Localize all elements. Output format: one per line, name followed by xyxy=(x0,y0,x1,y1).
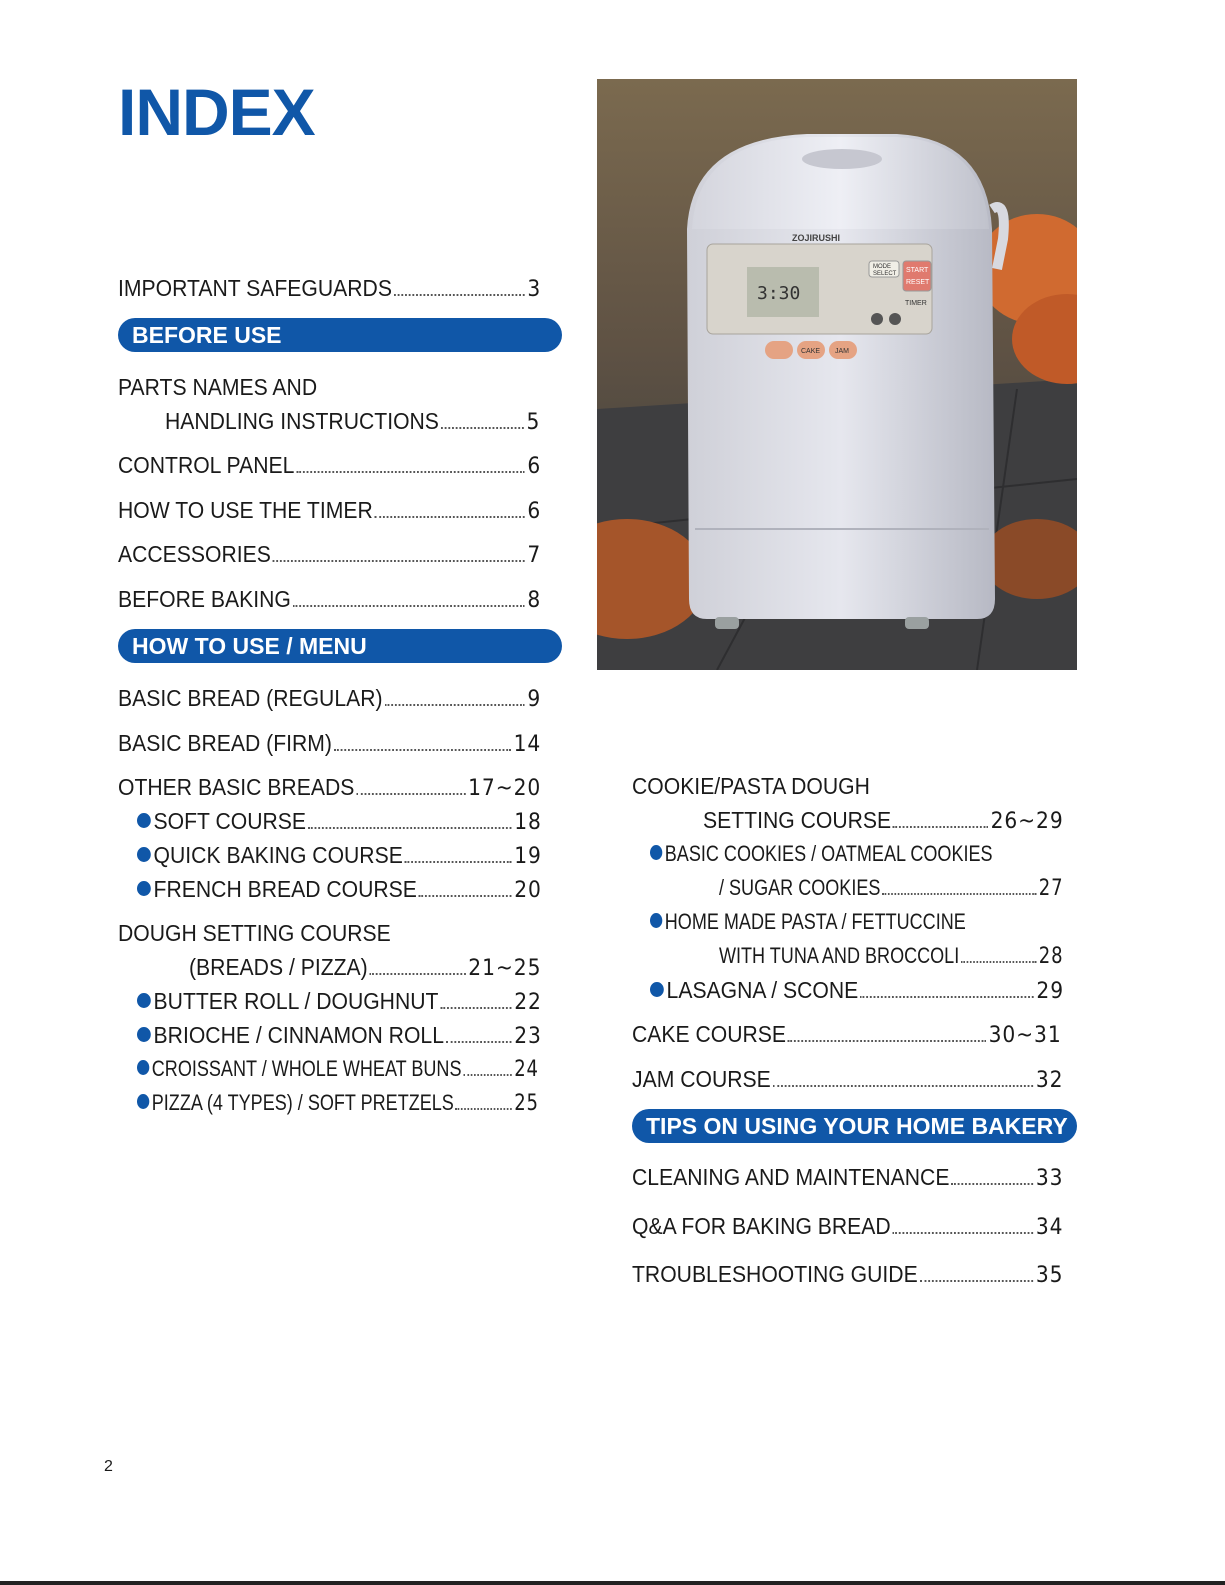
leader-dots xyxy=(463,1074,512,1076)
bread-maker-photo xyxy=(597,79,1077,670)
toc-page: 18 xyxy=(514,810,542,835)
leader-dots xyxy=(370,973,466,975)
toc-page: 27 xyxy=(1038,876,1064,901)
toc-page: 14 xyxy=(513,732,542,757)
toc-label: CONTROL PANEL xyxy=(118,452,295,478)
toc-line-dough: DOUGH SETTING COURSE xyxy=(118,920,391,946)
toc-entry-cookie[interactable] xyxy=(703,806,1064,836)
toc-entry-jam[interactable] xyxy=(632,1065,1063,1095)
toc-entry-lasagna[interactable] xyxy=(650,976,1064,1006)
toc-entry-basic-regular[interactable] xyxy=(118,684,541,714)
section-banner-tips: TIPS ON USING YOUR HOME BAKERY xyxy=(632,1109,1077,1143)
toc-label: OTHER BASIC BREADS xyxy=(118,774,355,800)
jam-label: JAM xyxy=(835,348,849,355)
toc-entry-cookies[interactable] xyxy=(719,874,1063,903)
toc-page: 32 xyxy=(1035,1068,1064,1093)
leader-dots xyxy=(893,1232,1034,1234)
toc-page: 23 xyxy=(514,1024,542,1049)
bread-maker-illustration xyxy=(597,79,1077,670)
leader-dots xyxy=(384,704,524,706)
leader-dots xyxy=(446,1041,512,1043)
timer-label: TIMER xyxy=(905,300,927,307)
leader-dots xyxy=(455,1108,511,1110)
toc-page: 25 xyxy=(514,1091,539,1116)
toc-page: 17~20 xyxy=(468,776,542,801)
toc-label: SETTING COURSE xyxy=(703,807,892,833)
toc-label: SOFT COURSE xyxy=(137,807,306,835)
select-label: SELECT xyxy=(873,271,897,277)
toc-entry-brioche[interactable] xyxy=(137,1021,542,1051)
leader-dots xyxy=(405,861,512,863)
leader-dots xyxy=(882,893,1036,895)
toc-entry-before-baking[interactable] xyxy=(118,585,541,615)
page-number: 2 xyxy=(104,1458,113,1475)
toc-label: QUICK BAKING COURSE xyxy=(137,841,403,869)
toc-page: 20 xyxy=(514,878,542,903)
toc-label: (BREADS / PIZZA) xyxy=(189,954,368,980)
leader-dots xyxy=(860,996,1034,998)
toc-page: 22 xyxy=(514,990,542,1015)
section-banner-how-to-use: HOW TO USE / MENU xyxy=(118,629,562,663)
toc-label: TROUBLESHOOTING GUIDE xyxy=(632,1261,918,1287)
toc-page: 33 xyxy=(1035,1166,1064,1191)
toc-entry-butter-roll[interactable] xyxy=(137,987,542,1017)
toc-page: 5 xyxy=(526,410,541,435)
toc-line-parts: PARTS NAMES AND xyxy=(118,374,318,400)
toc-page: 35 xyxy=(1035,1263,1064,1288)
toc-page: 7 xyxy=(527,543,542,568)
toc-entry-troubleshooting[interactable] xyxy=(632,1260,1063,1290)
toc-page: 34 xyxy=(1035,1215,1064,1240)
toc-page: 9 xyxy=(527,687,542,712)
toc-label: CAKE COURSE xyxy=(632,1021,787,1047)
brand-logo: ZOJIRUSHI xyxy=(792,233,841,243)
toc-line-cookies: BASIC COOKIES / OATMEAL COOKIES xyxy=(650,840,993,868)
toc-entry-croissant[interactable] xyxy=(137,1055,539,1084)
leader-dots xyxy=(961,961,1036,963)
cake-label: CAKE xyxy=(801,348,821,355)
leader-dots xyxy=(951,1183,1033,1185)
toc-entry-safeguards[interactable] xyxy=(118,274,541,304)
leader-dots xyxy=(293,605,525,607)
toc-label: JAM COURSE xyxy=(632,1066,771,1092)
toc-page: 21~25 xyxy=(468,956,542,981)
toc-label: CROISSANT / WHOLE WHEAT BUNS xyxy=(137,1055,461,1083)
leader-dots xyxy=(296,471,524,473)
toc-label: LASAGNA / SCONE xyxy=(650,976,858,1004)
toc-page: 6 xyxy=(527,454,542,479)
leader-dots xyxy=(273,560,525,562)
toc-label: BASIC BREAD (FIRM) xyxy=(118,730,332,756)
page-title: INDEX xyxy=(118,75,315,149)
toc-page: 8 xyxy=(527,588,542,613)
toc-entry-pizza[interactable] xyxy=(137,1089,539,1118)
toc-label: HOW TO USE THE TIMER xyxy=(118,497,373,523)
toc-entry-pasta[interactable] xyxy=(719,942,1063,971)
leader-dots xyxy=(441,427,524,429)
leader-dots xyxy=(356,793,465,795)
toc-label: WITH TUNA AND BROCCOLI xyxy=(719,943,960,968)
toc-page: 30~31 xyxy=(988,1023,1062,1048)
toc-label: / SUGAR COOKIES xyxy=(719,875,881,900)
toc-entry-basic-firm[interactable] xyxy=(118,729,541,759)
toc-label: PIZZA (4 TYPES) / SOFT PRETZELS xyxy=(137,1089,454,1117)
toc-page: 19 xyxy=(514,844,542,869)
toc-entry-control-panel[interactable] xyxy=(118,451,541,481)
leader-dots xyxy=(308,827,512,829)
toc-entry-parts[interactable] xyxy=(165,407,540,437)
lcd-display: 3:30 xyxy=(757,283,801,304)
toc-entry-quick[interactable] xyxy=(137,841,542,871)
section-banner-before-use: BEFORE USE xyxy=(118,318,562,352)
toc-page: 6 xyxy=(527,499,542,524)
start-label: START xyxy=(906,267,929,274)
toc-entry-cake[interactable] xyxy=(632,1020,1062,1050)
leader-dots xyxy=(394,294,525,296)
leader-dots xyxy=(773,1085,1034,1087)
toc-line-cookie: COOKIE/PASTA DOUGH xyxy=(632,773,870,799)
leader-dots xyxy=(440,1007,511,1009)
toc-entry-accessories[interactable] xyxy=(118,540,541,570)
toc-page: 24 xyxy=(514,1057,539,1082)
toc-label: HANDLING INSTRUCTIONS xyxy=(165,408,439,434)
toc-label: CLEANING AND MAINTENANCE xyxy=(632,1164,950,1190)
mode-label: MODE xyxy=(873,264,891,270)
toc-entry-other-basic[interactable] xyxy=(118,773,541,803)
toc-label: FRENCH BREAD COURSE xyxy=(137,875,417,903)
toc-label: BRIOCHE / CINNAMON ROLL xyxy=(137,1021,444,1049)
toc-entry-timer[interactable] xyxy=(118,496,541,526)
toc-label: IMPORTANT SAFEGUARDS xyxy=(118,275,392,301)
toc-entry-soft[interactable] xyxy=(137,807,542,837)
toc-label: BEFORE BAKING xyxy=(118,586,291,612)
leader-dots xyxy=(375,516,525,518)
toc-page: 29 xyxy=(1036,979,1064,1004)
bottom-rule xyxy=(0,1581,1225,1585)
toc-page: 26~29 xyxy=(990,809,1064,834)
toc-entry-french[interactable] xyxy=(137,875,542,905)
toc-label: Q&A FOR BAKING BREAD xyxy=(632,1213,891,1239)
toc-page: 3 xyxy=(527,277,542,302)
toc-entry-cleaning[interactable] xyxy=(632,1163,1063,1193)
timer-down-icon xyxy=(871,313,883,325)
toc-label: BUTTER ROLL / DOUGHNUT xyxy=(137,987,438,1015)
toc-entry-qa[interactable] xyxy=(632,1212,1063,1242)
toc-entry-dough[interactable] xyxy=(189,953,541,983)
toc-line-pasta: HOME MADE PASTA / FETTUCCINE xyxy=(650,908,966,936)
toc-label: ACCESSORIES xyxy=(118,541,271,567)
leader-dots xyxy=(893,826,988,828)
reset-label: RESET xyxy=(906,279,930,286)
toc-label: BASIC BREAD (REGULAR) xyxy=(118,685,383,711)
leader-dots xyxy=(920,1280,1034,1282)
leader-dots xyxy=(788,1040,986,1042)
timer-up-icon xyxy=(889,313,901,325)
leader-dots xyxy=(334,749,511,751)
toc-page: 28 xyxy=(1038,944,1064,969)
leader-dots xyxy=(419,895,512,897)
